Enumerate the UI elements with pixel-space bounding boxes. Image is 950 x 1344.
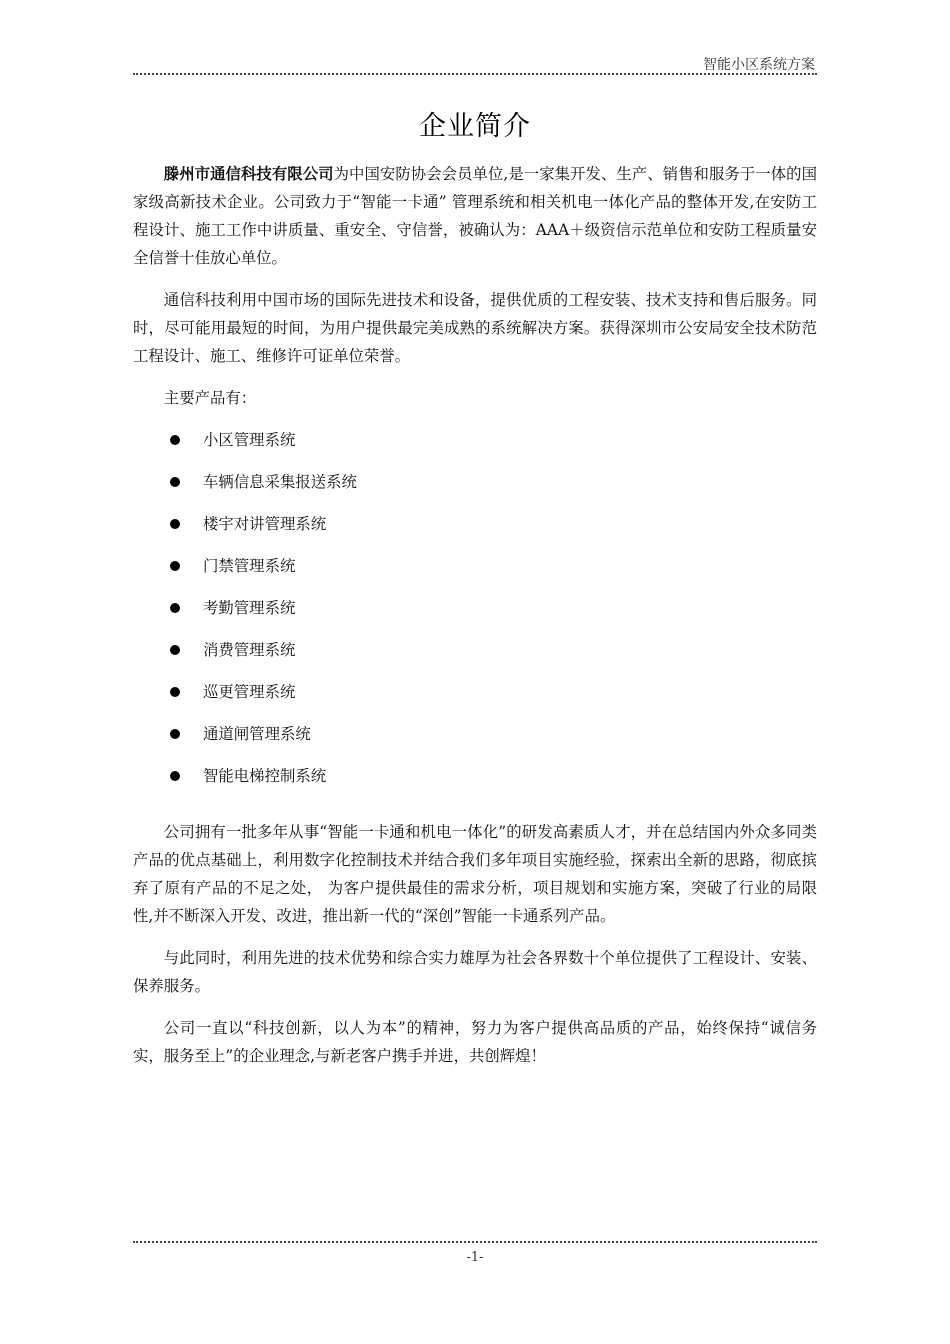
- intro-paragraph-text: 为中国安防协会会员单位,是一家集开发、生产、销售和服务于一体的国家级高新技术企业。公司致力于“智能一卡通” 管理系统和相关机电一体化产品的整体开发,在安防工程设计、施工工作中讲质量、重安全、守信誉，被确认为：AAA＋级资信示范单位和安防工程质量安全信誉十佳放心单位。: [133, 165, 817, 267]
- product-list-item: [133, 720, 817, 762]
- bullet-icon: [170, 687, 180, 697]
- talent-paragraph: 公司拥有一批多年从事“智能一卡通和机电一体化”的研发高素质人才，并在总结国内外众多同类产品的优点基础上，利用数字化控制技术并结合我们多年项目实施经验，探索出全新的思路，彻底摈弃了原有产品的不足之处， 为客户提供最佳的需求分析，项目规划和实施方案，突破了行业的局限性,并不断深入开发、改进，推出新一代的“深创”智能一卡通系列产品。: [133, 823, 817, 925]
- services-paragraph: 与此同时，利用先进的技术优势和综合实力雄厚为社会各界数十个单位提供了工程设计、安装、保养服务。: [133, 949, 817, 995]
- product-name: 小区管理系统: [203, 431, 296, 449]
- bullet-icon: [170, 435, 180, 445]
- bullet-icon: [170, 603, 180, 613]
- bullet-icon: [170, 645, 180, 655]
- intro-paragraph: [133, 160, 817, 272]
- product-name: 智能电梯控制系统: [203, 767, 327, 785]
- product-list-item: [133, 678, 817, 720]
- page-number: -1-: [466, 1250, 484, 1265]
- technology-paragraph: 通信科技利用中国市场的国际先进技术和设备，提供优质的工程安装、技术支持和售后服务。同时，尽可能用最短的时间，为用户提供最完美成熟的系统解决方案。获得深圳市公安局安全技术防范工程设计、施工、维修许可证单位荣誉。: [133, 291, 817, 365]
- product-name: 消费管理系统: [203, 641, 296, 659]
- bullet-icon: [170, 519, 180, 529]
- company-name: 滕州市通信科技有限公司: [163, 165, 334, 183]
- product-list-item: [133, 762, 817, 804]
- document-body: [133, 160, 817, 1084]
- philosophy-paragraph: 公司一直以“科技创新，以人为本”的精神，努力为客户提供高品质的产品，始终保持“诚信务实，服务至上”的企业理念,与新老客户携手并进，共创辉煌！: [133, 1019, 817, 1065]
- bullet-icon: [170, 561, 180, 571]
- product-name: 楼宇对讲管理系统: [203, 515, 327, 533]
- product-list-item: [133, 594, 817, 636]
- product-list-item: [133, 468, 817, 510]
- header-divider: [133, 73, 817, 75]
- product-list-item: [133, 552, 817, 594]
- page-title: 企业简介: [419, 111, 531, 142]
- bullet-icon: [170, 477, 180, 487]
- running-header: 智能小区系统方案: [703, 57, 815, 73]
- bullet-icon: [170, 729, 180, 739]
- product-name: 考勤管理系统: [203, 599, 296, 617]
- products-intro: 主要产品有：: [163, 389, 257, 407]
- product-list: [133, 426, 817, 804]
- product-name: 巡更管理系统: [203, 683, 296, 701]
- bullet-icon: [170, 771, 180, 781]
- product-list-item: [133, 510, 817, 552]
- product-list-item: [133, 426, 817, 468]
- product-name: 门禁管理系统: [203, 557, 296, 575]
- product-name: 通道闸管理系统: [203, 725, 311, 743]
- product-name: 车辆信息采集报送系统: [203, 473, 357, 491]
- footer-divider: [133, 1241, 817, 1243]
- product-list-item: [133, 636, 817, 678]
